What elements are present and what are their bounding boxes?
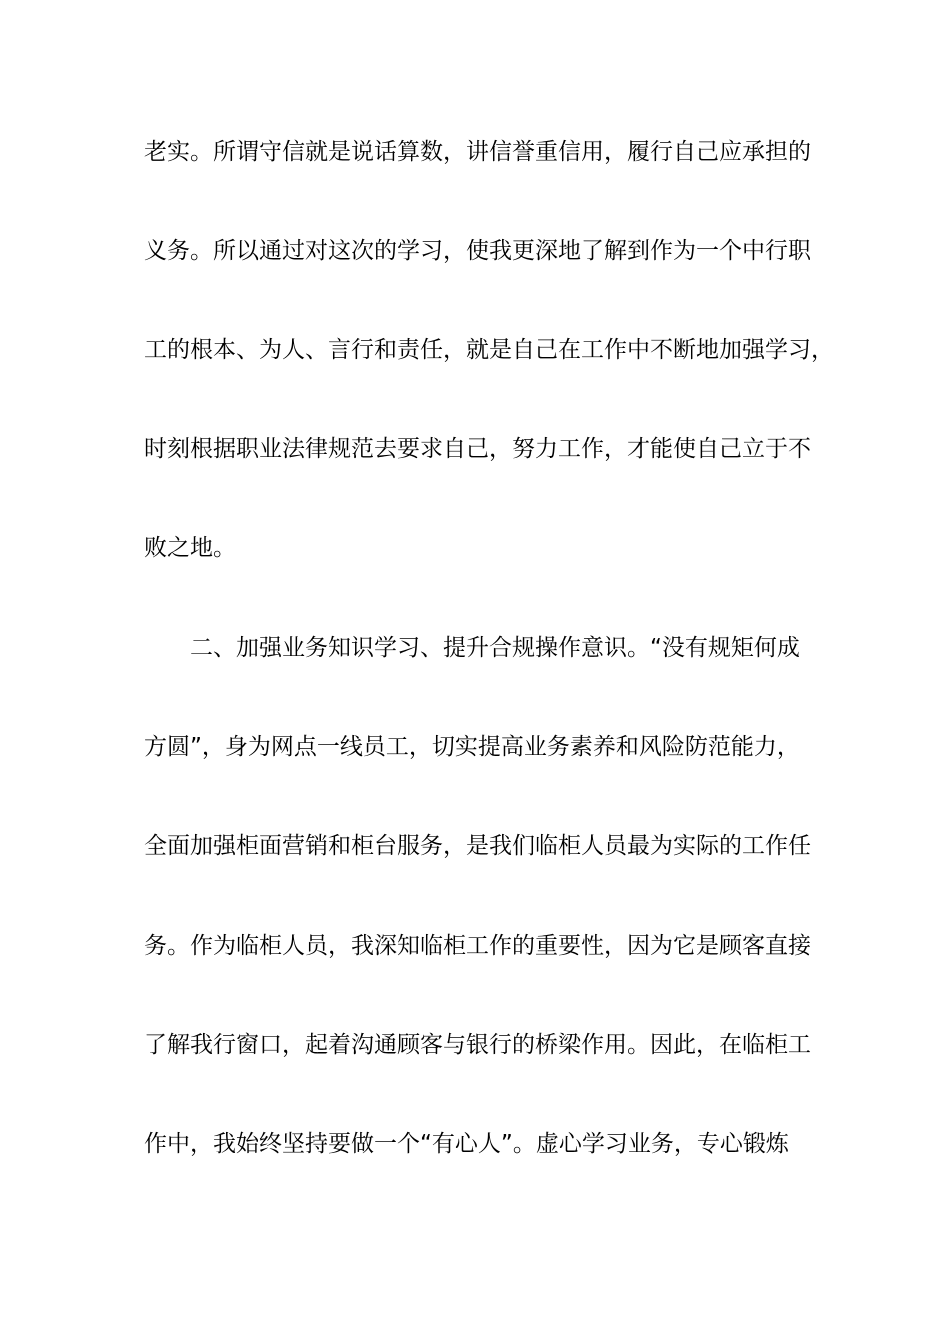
paragraph-line: 败之地。 (144, 535, 236, 561)
paragraph-line: 义务。所以通过对这次的学习，使我更深地了解到作为一个中行职 (144, 238, 811, 264)
paragraph-line: 工的根本、为人、言行和责任，就是自己在工作中不断地加强学习， (144, 337, 834, 363)
paragraph-line: 全面加强柜面营销和柜台服务，是我们临柜人员最为实际的工作任 (144, 833, 811, 859)
paragraph-line: 老实。所谓守信就是说话算数，讲信誉重信用，履行自己应承担的 (144, 139, 811, 165)
paragraph-line: 时刻根据职业法律规范去要求自己，努力工作，才能使自己立于不 (144, 436, 811, 462)
paragraph-line: 作中，我始终坚持要做一个“有心人”。虚心学习业务，专心锻炼 (144, 1131, 789, 1157)
paragraph-line: 务。作为临柜人员，我深知临柜工作的重要性，因为它是顾客直接 (144, 933, 811, 959)
paragraph-line: 方圆”，身为网点一线员工，切实提高业务素养和风险防范能力， (144, 734, 800, 760)
paragraph-line: 了解我行窗口，起着沟通顾客与银行的桥梁作用。因此，在临柜工 (144, 1032, 811, 1058)
paragraph-line: 二、加强业务知识学习、提升合规操作意识。“没有规矩何成 (190, 635, 800, 661)
